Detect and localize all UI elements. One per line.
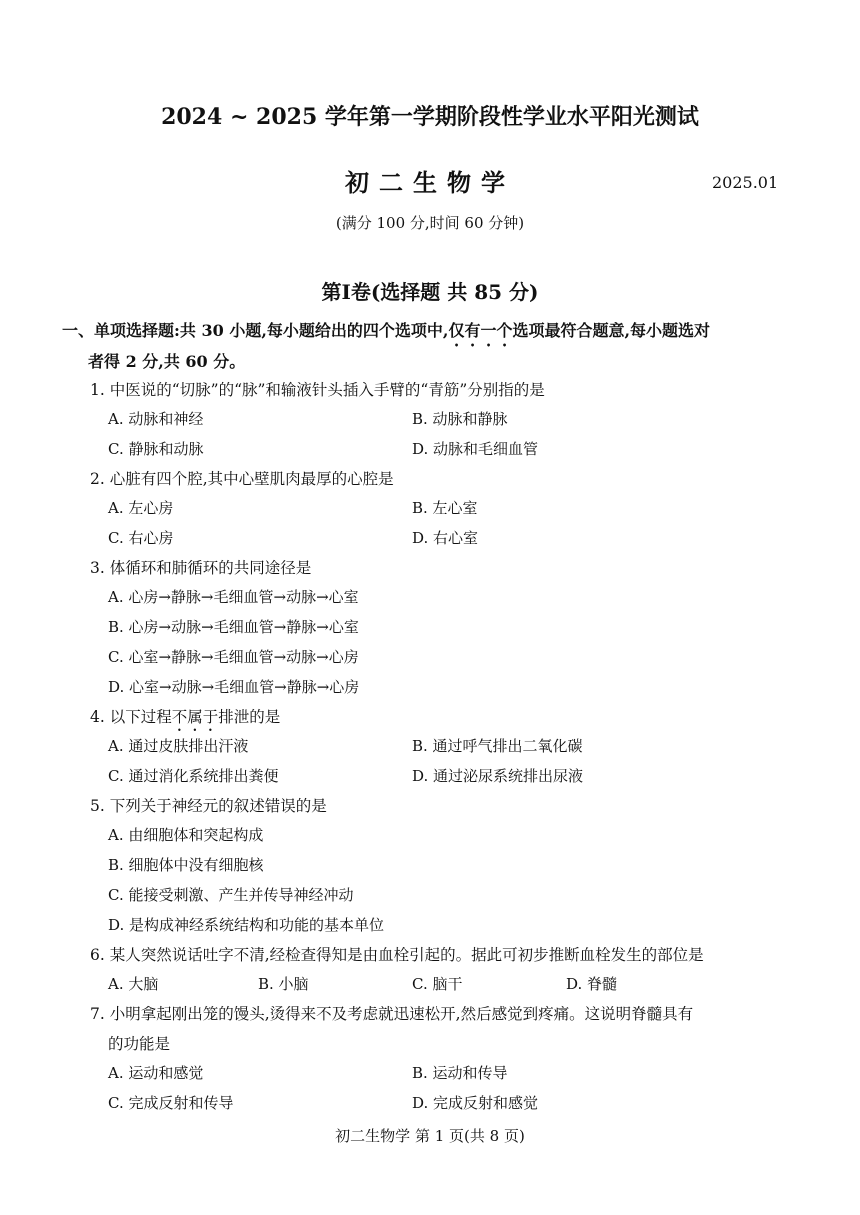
question-2-option-b: B. 左心室 [412, 499, 478, 517]
question-3-option-b: B. 心房→动脉→毛细血管→静脉→心室 [108, 618, 359, 636]
question-4-stem-b: 排泄的是 [218, 708, 281, 726]
question-7-option-b: B. 运动和传导 [412, 1064, 508, 1082]
exam-date: 2025.01 [712, 173, 779, 192]
question-2-option-a: A. 左心房 [108, 499, 174, 517]
question-3-stem: 3. 体循环和肺循环的共同途径是 [90, 559, 312, 577]
question-7-option-d: D. 完成反射和感觉 [412, 1094, 539, 1112]
question-7-option-a: A. 运动和感觉 [108, 1064, 204, 1082]
instruction-emphasis: 仅有一个 [448, 321, 513, 340]
question-6-option-d: D. 脊髓 [566, 975, 618, 993]
subject-title: 初二生物学 [345, 168, 515, 197]
question-4-option-d: D. 通过泌尿系统排出尿液 [412, 767, 584, 785]
question-4-emphasis: 不属于 [171, 708, 219, 726]
question-1-option-a: A. 动脉和神经 [108, 410, 204, 428]
question-2-option-d: D. 右心室 [412, 529, 479, 547]
question-5-option-c: C. 能接受刺激、产生并传导神经冲动 [108, 886, 354, 904]
question-3-option-c: C. 心室→静脉→毛细血管→动脉→心房 [108, 648, 359, 666]
question-1-option-b: B. 动脉和静脉 [412, 410, 508, 428]
score-note: (满分 100 分,时间 60 分钟) [335, 214, 525, 232]
question-7-stem-line-2: 的功能是 [108, 1035, 171, 1053]
question-5-option-b: B. 细胞体中没有细胞核 [108, 856, 264, 874]
instruction-line-1 [62, 318, 710, 350]
question-6-option-c: C. 脑干 [412, 975, 463, 993]
question-3-option-a: A. 心房→静脉→毛细血管→动脉→心室 [108, 588, 359, 606]
question-5-option-d: D. 是构成神经系统结构和功能的基本单位 [108, 916, 385, 934]
question-2-stem: 2. 心脏有四个腔,其中心壁肌肉最厚的心腔是 [90, 470, 394, 488]
question-7-stem-line-1: 7. 小明拿起刚出笼的馒头,烫得来不及考虑就迅速松开,然后感觉到疼痛。这说明脊髓具有 [90, 1005, 694, 1023]
page-footer: 初二生物学 第 1 页(共 8 页) [335, 1127, 525, 1145]
question-1-option-c: C. 静脉和动脉 [108, 440, 204, 458]
question-3-option-d: D. 心室→动脉→毛细血管→静脉→心房 [108, 678, 360, 696]
question-1-stem: 1. 中医说的“切脉”的“脉”和输液针头插入手臂的“青筋”分别指的是 [90, 381, 545, 399]
question-4-stem [90, 705, 280, 735]
question-4-option-b: B. 通过呼气排出二氧化碳 [412, 737, 583, 755]
instruction-line-2: 者得 2 分,共 60 分。 [88, 352, 246, 371]
question-7-option-c: C. 完成反射和传导 [108, 1094, 234, 1112]
section-title: 第Ⅰ卷(选择题 共 85 分) [321, 280, 539, 304]
question-5-option-a: A. 由细胞体和突起构成 [108, 826, 264, 844]
question-2-option-c: C. 右心房 [108, 529, 174, 547]
question-4-option-c: C. 通过消化系统排出粪便 [108, 767, 279, 785]
instruction-text-a: 一、单项选择题:共 30 小题,每小题给出的四个选项中, [62, 321, 449, 340]
question-4-stem-a: 4. 以下过程 [90, 708, 172, 726]
question-5-stem: 5. 下列关于神经元的叙述错误的是 [90, 797, 327, 815]
question-6-option-b: B. 小脑 [258, 975, 309, 993]
exam-title: 2024 ~ 2025 学年第一学期阶段性学业水平阳光测试 [161, 104, 699, 130]
question-6-option-a: A. 大脑 [108, 975, 159, 993]
question-6-stem: 6. 某人突然说话吐字不清,经检查得知是由血栓引起的。据此可初步推断血栓发生的部位是 [90, 946, 704, 964]
question-4-option-a: A. 通过皮肤排出汗液 [108, 737, 249, 755]
instruction-text-b: 选项最符合题意,每小题选对 [512, 321, 711, 340]
question-1-option-d: D. 动脉和毛细血管 [412, 440, 539, 458]
